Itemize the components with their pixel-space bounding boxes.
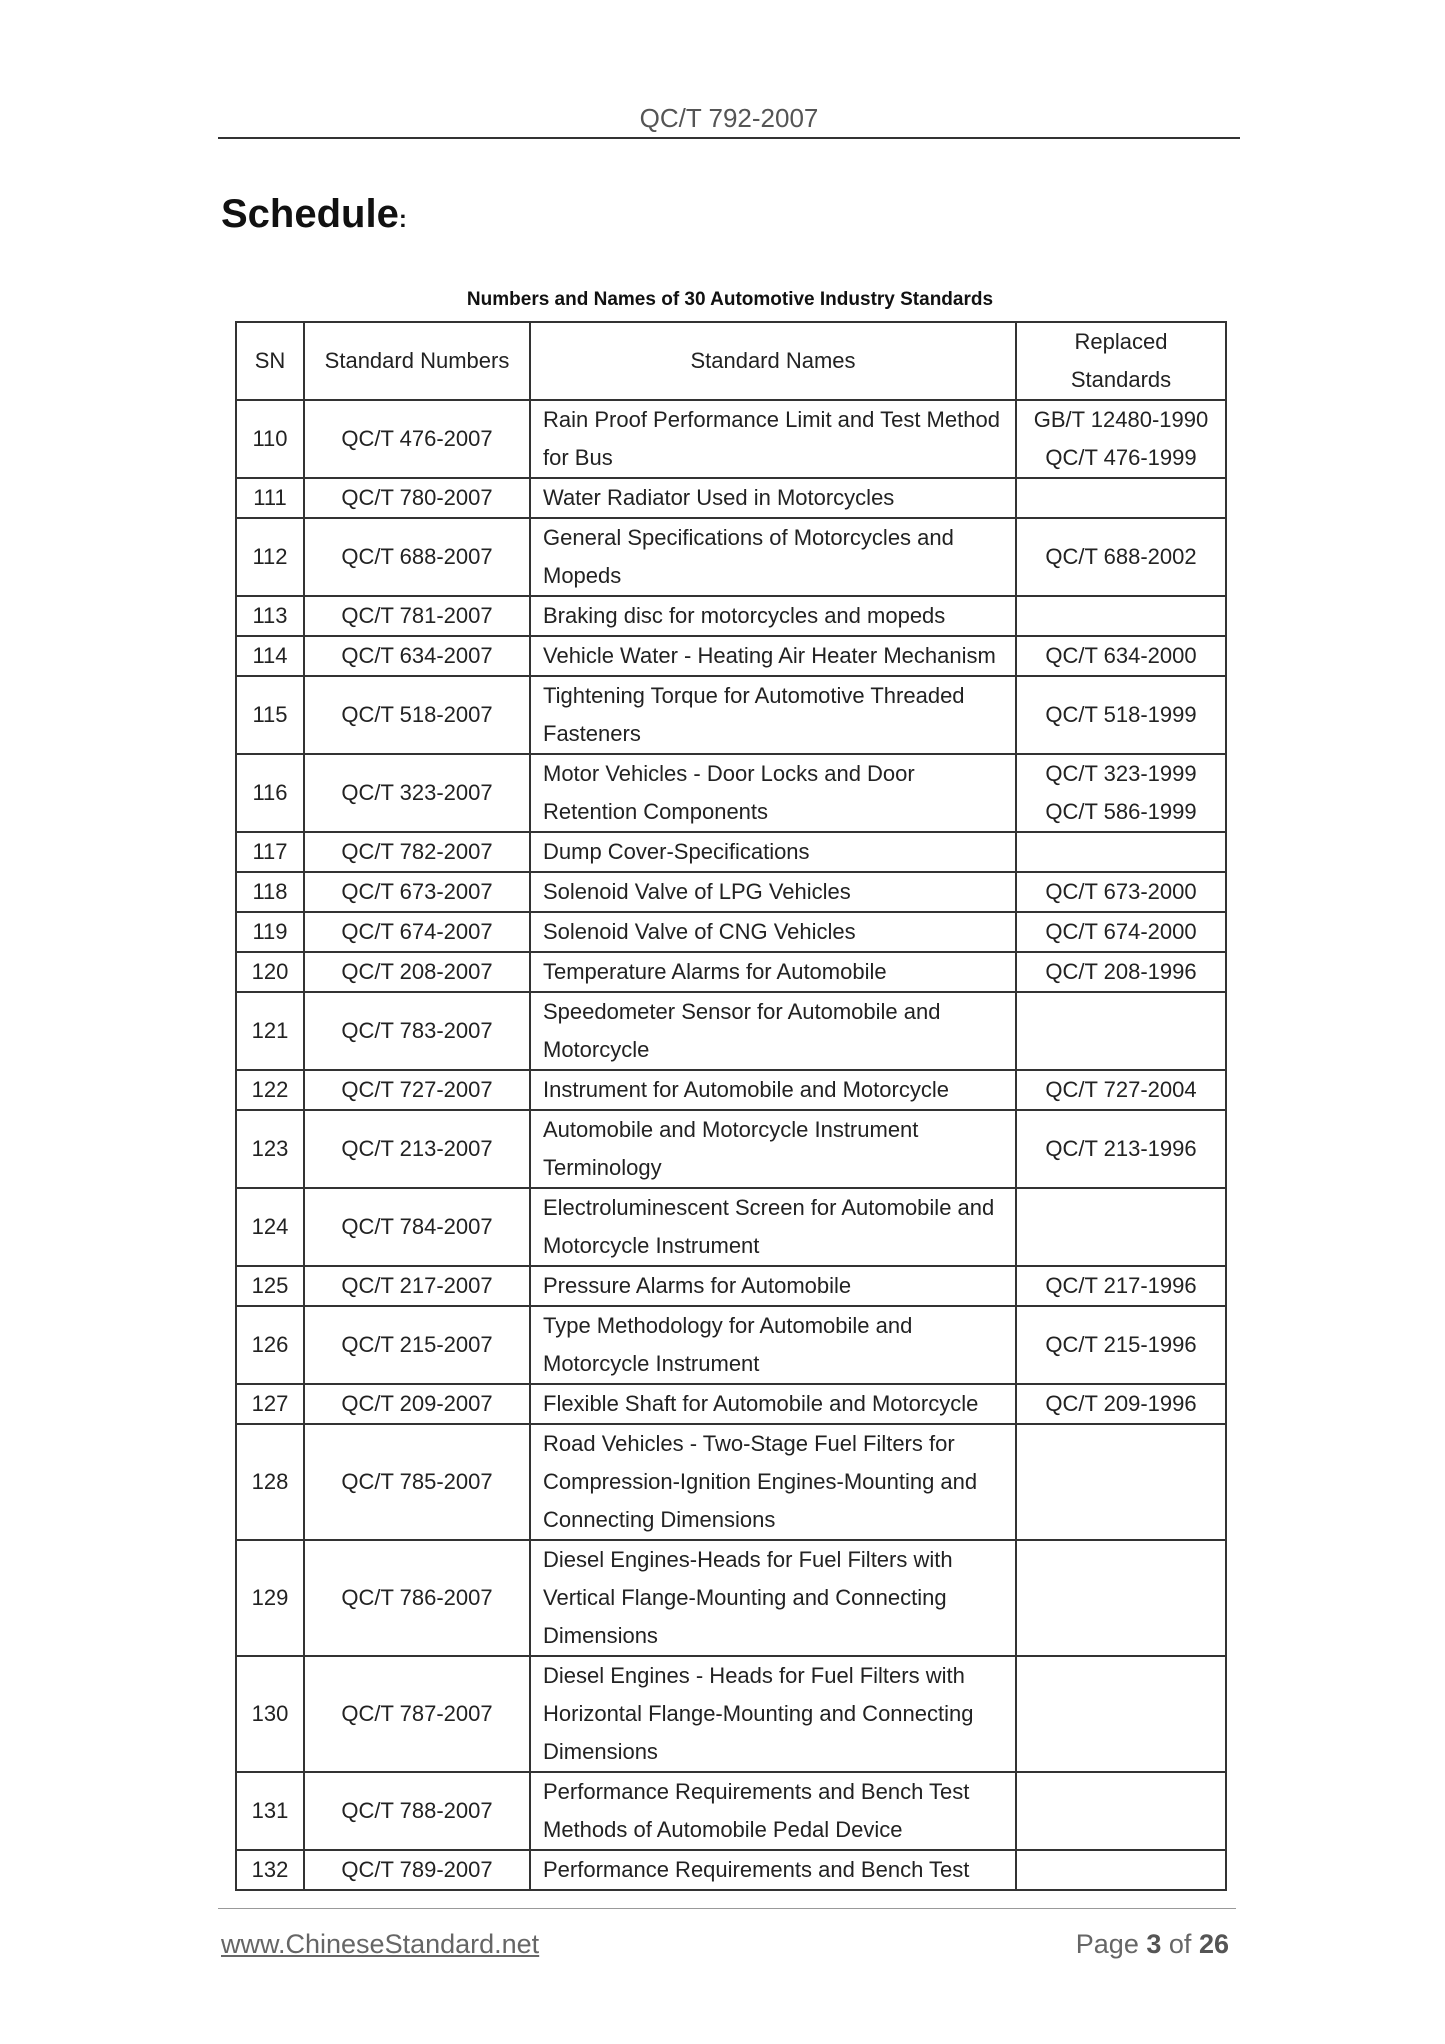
table-row xyxy=(236,1384,1226,1424)
table-row xyxy=(236,636,1226,676)
standard-name-line: Speedometer Sensor for Automobile and xyxy=(543,999,941,1024)
cell-standard-number: QC/T 518-2007 xyxy=(304,676,530,754)
table-row xyxy=(236,754,1226,832)
replaced-standard-line: QC/T 213-1996 xyxy=(1045,1136,1197,1161)
document-header: QC/T 792-2007 xyxy=(639,103,819,133)
cell-standard-name xyxy=(530,1306,1016,1384)
table-caption: Numbers and Names of 30 Automotive Industry Standards xyxy=(466,289,994,310)
cell-sn: 115 xyxy=(236,676,304,754)
page-number xyxy=(1076,1929,1229,1960)
table-row xyxy=(236,1540,1226,1656)
cell-replaced-standard xyxy=(1016,596,1226,636)
cell-standard-name xyxy=(530,754,1016,832)
cell-replaced-standard xyxy=(1016,1070,1226,1110)
cell-standard-name xyxy=(530,676,1016,754)
cell-standard-name xyxy=(530,1110,1016,1188)
standard-name-line: for Bus xyxy=(543,445,613,470)
page-total: 26 xyxy=(1198,1929,1229,1959)
replaced-standard-line: QC/T 323-1999 xyxy=(1045,761,1197,786)
replaced-standard-line: QC/T 688-2002 xyxy=(1045,544,1197,569)
replaced-standard-line: QC/T 727-2004 xyxy=(1045,1077,1197,1102)
cell-sn: 114 xyxy=(236,636,304,676)
standard-name-line: General Specifications of Motorcycles and xyxy=(543,525,954,550)
cell-standard-number: QC/T 634-2007 xyxy=(304,636,530,676)
table-body xyxy=(236,400,1226,1890)
standard-name-line: Solenoid Valve of LPG Vehicles xyxy=(543,879,851,904)
standard-name-line: Motorcycle Instrument xyxy=(543,1233,760,1258)
header-standard-numbers: Standard Numbers xyxy=(304,322,530,400)
footer-rule xyxy=(218,1908,1236,1909)
cell-sn: 132 xyxy=(236,1850,304,1890)
cell-sn: 125 xyxy=(236,1266,304,1306)
cell-sn: 110 xyxy=(236,400,304,478)
table-row xyxy=(236,1070,1226,1110)
table-row xyxy=(236,832,1226,872)
cell-standard-number: QC/T 783-2007 xyxy=(304,992,530,1070)
page-of: of xyxy=(1168,1929,1192,1959)
header-replaced-standards xyxy=(1016,322,1226,400)
replaced-standard-line: QC/T 476-1999 xyxy=(1045,445,1197,470)
cell-standard-name xyxy=(530,400,1016,478)
table-row xyxy=(236,1850,1226,1890)
cell-sn: 122 xyxy=(236,1070,304,1110)
cell-standard-number: QC/T 785-2007 xyxy=(304,1424,530,1540)
replaced-standard-line: QC/T 634-2000 xyxy=(1045,643,1197,668)
cell-sn: 130 xyxy=(236,1656,304,1772)
cell-standard-number: QC/T 787-2007 xyxy=(304,1656,530,1772)
standard-name-line: Solenoid Valve of CNG Vehicles xyxy=(543,919,856,944)
cell-sn: 118 xyxy=(236,872,304,912)
cell-standard-name xyxy=(530,1540,1016,1656)
standard-name-line: Performance Requirements and Bench Test xyxy=(543,1857,970,1882)
cell-standard-name xyxy=(530,1266,1016,1306)
cell-standard-number: QC/T 781-2007 xyxy=(304,596,530,636)
cell-replaced-standard xyxy=(1016,478,1226,518)
cell-replaced-standard xyxy=(1016,1772,1226,1850)
cell-replaced-standard xyxy=(1016,1540,1226,1656)
standard-name-line: Road Vehicles - Two-Stage Fuel Filters for xyxy=(543,1431,955,1456)
cell-replaced-standard xyxy=(1016,1188,1226,1266)
cell-sn: 129 xyxy=(236,1540,304,1656)
cell-sn: 121 xyxy=(236,992,304,1070)
page-prefix: Page xyxy=(1075,1929,1139,1959)
table-row xyxy=(236,1424,1226,1540)
cell-standard-name xyxy=(530,1656,1016,1772)
cell-replaced-standard xyxy=(1016,1850,1226,1890)
cell-sn: 111 xyxy=(236,478,304,518)
cell-standard-name xyxy=(530,1850,1016,1890)
table-row xyxy=(236,518,1226,596)
cell-standard-name xyxy=(530,518,1016,596)
cell-sn: 126 xyxy=(236,1306,304,1384)
standard-name-line: Vehicle Water - Heating Air Heater Mechanism xyxy=(543,643,996,668)
replaced-standard-line: QC/T 217-1996 xyxy=(1045,1273,1197,1298)
cell-replaced-standard xyxy=(1016,912,1226,952)
cell-standard-number: QC/T 476-2007 xyxy=(304,400,530,478)
table-row xyxy=(236,1266,1226,1306)
standard-name-line: Flexible Shaft for Automobile and Motorcycle xyxy=(543,1391,979,1416)
cell-replaced-standard xyxy=(1016,1110,1226,1188)
cell-standard-number: QC/T 673-2007 xyxy=(304,872,530,912)
cell-standard-name xyxy=(530,832,1016,872)
cell-standard-name xyxy=(530,636,1016,676)
cell-standard-number: QC/T 215-2007 xyxy=(304,1306,530,1384)
cell-standard-name xyxy=(530,478,1016,518)
table-row xyxy=(236,478,1226,518)
standard-name-line: Braking disc for motorcycles and mopeds xyxy=(543,603,946,628)
cell-standard-number: QC/T 786-2007 xyxy=(304,1540,530,1656)
cell-replaced-standard xyxy=(1016,992,1226,1070)
cell-standard-name xyxy=(530,1188,1016,1266)
standard-name-line: Dimensions xyxy=(543,1739,658,1764)
table-header-row xyxy=(236,322,1226,400)
footer-website-link[interactable]: www.ChineseStandard.net xyxy=(221,1929,540,1959)
replaced-standard-line: QC/T 518-1999 xyxy=(1045,702,1197,727)
cell-replaced-standard xyxy=(1016,1424,1226,1540)
standard-name-line: Diesel Engines-Heads for Fuel Filters with xyxy=(543,1547,953,1572)
table-row xyxy=(236,1772,1226,1850)
header-rule xyxy=(218,137,1240,139)
replaced-standard-line: GB/T 12480-1990 xyxy=(1033,407,1209,432)
standard-name-line: Vertical Flange-Mounting and Connecting xyxy=(543,1585,947,1610)
cell-standard-number: QC/T 217-2007 xyxy=(304,1266,530,1306)
table-row xyxy=(236,912,1226,952)
cell-replaced-standard xyxy=(1016,1384,1226,1424)
standard-name-line: Diesel Engines - Heads for Fuel Filters with xyxy=(543,1663,965,1688)
table-row xyxy=(236,1188,1226,1266)
standard-name-line: Performance Requirements and Bench Test xyxy=(543,1779,970,1804)
table-row xyxy=(236,992,1226,1070)
standard-name-line: Compression-Ignition Engines-Mounting and xyxy=(543,1469,978,1494)
cell-sn: 123 xyxy=(236,1110,304,1188)
cell-replaced-standard xyxy=(1016,518,1226,596)
cell-sn: 120 xyxy=(236,952,304,992)
cell-standard-name xyxy=(530,1424,1016,1540)
cell-sn: 117 xyxy=(236,832,304,872)
table-row xyxy=(236,1656,1226,1772)
cell-sn: 128 xyxy=(236,1424,304,1540)
standard-name-line: Electroluminescent Screen for Automobile and xyxy=(543,1195,995,1220)
replaced-standard-line: QC/T 673-2000 xyxy=(1045,879,1197,904)
cell-sn: 131 xyxy=(236,1772,304,1850)
header-sn: SN xyxy=(236,322,304,400)
cell-standard-number: QC/T 782-2007 xyxy=(304,832,530,872)
cell-replaced-standard xyxy=(1016,1266,1226,1306)
cell-sn: 119 xyxy=(236,912,304,952)
replaced-standard-line: QC/T 209-1996 xyxy=(1045,1391,1197,1416)
standard-name-line: Methods of Automobile Pedal Device xyxy=(543,1817,903,1842)
cell-standard-name xyxy=(530,1070,1016,1110)
standard-name-line: Connecting Dimensions xyxy=(543,1507,776,1532)
cell-sn: 112 xyxy=(236,518,304,596)
cell-standard-number: QC/T 323-2007 xyxy=(304,754,530,832)
cell-standard-number: QC/T 688-2007 xyxy=(304,518,530,596)
table-row xyxy=(236,872,1226,912)
cell-standard-number: QC/T 208-2007 xyxy=(304,952,530,992)
cell-standard-number: QC/T 674-2007 xyxy=(304,912,530,952)
cell-standard-name xyxy=(530,1772,1016,1850)
cell-replaced-standard xyxy=(1016,952,1226,992)
standards-table xyxy=(235,321,1227,1891)
cell-standard-number: QC/T 209-2007 xyxy=(304,1384,530,1424)
standard-name-line: Temperature Alarms for Automobile xyxy=(543,959,887,984)
cell-sn: 113 xyxy=(236,596,304,636)
standard-name-line: Dimensions xyxy=(543,1623,658,1648)
table-row xyxy=(236,400,1226,478)
cell-standard-name xyxy=(530,872,1016,912)
table-row xyxy=(236,952,1226,992)
page-title xyxy=(221,192,407,237)
standard-name-line: Retention Components xyxy=(543,799,769,824)
cell-standard-name xyxy=(530,1384,1016,1424)
standard-name-line: Tightening Torque for Automotive Threaded xyxy=(543,683,965,708)
standard-name-line: Motorcycle xyxy=(543,1037,650,1062)
standard-name-line: Pressure Alarms for Automobile xyxy=(543,1273,852,1298)
title-text: Schedule xyxy=(221,192,399,236)
cell-replaced-standard xyxy=(1016,400,1226,478)
cell-sn: 116 xyxy=(236,754,304,832)
table-row xyxy=(236,676,1226,754)
standard-name-line: Motor Vehicles - Door Locks and Door xyxy=(543,761,915,786)
standard-name-line: Motorcycle Instrument xyxy=(543,1351,760,1376)
standard-name-line: Rain Proof Performance Limit and Test Method xyxy=(543,407,1000,432)
table-row xyxy=(236,1306,1226,1384)
cell-standard-number: QC/T 213-2007 xyxy=(304,1110,530,1188)
header-replaced-line: Standards xyxy=(1070,367,1172,392)
cell-standard-number: QC/T 780-2007 xyxy=(304,478,530,518)
cell-sn: 124 xyxy=(236,1188,304,1266)
standard-name-line: Fasteners xyxy=(543,721,641,746)
cell-standard-number: QC/T 784-2007 xyxy=(304,1188,530,1266)
cell-standard-name xyxy=(530,952,1016,992)
standard-name-line: Type Methodology for Automobile and xyxy=(543,1313,913,1338)
cell-replaced-standard xyxy=(1016,1656,1226,1772)
title-colon: : xyxy=(398,206,407,233)
cell-replaced-standard xyxy=(1016,636,1226,676)
page-current: 3 xyxy=(1146,1929,1162,1959)
replaced-standard-line: QC/T 215-1996 xyxy=(1045,1332,1197,1357)
standard-name-line: Terminology xyxy=(543,1155,662,1180)
header-standard-names: Standard Names xyxy=(530,322,1016,400)
cell-replaced-standard xyxy=(1016,832,1226,872)
cell-standard-name xyxy=(530,596,1016,636)
cell-standard-number: QC/T 789-2007 xyxy=(304,1850,530,1890)
standard-name-line: Horizontal Flange-Mounting and Connecting xyxy=(543,1701,974,1726)
cell-replaced-standard xyxy=(1016,754,1226,832)
standard-name-line: Mopeds xyxy=(543,563,622,588)
cell-replaced-standard xyxy=(1016,872,1226,912)
cell-standard-number: QC/T 788-2007 xyxy=(304,1772,530,1850)
standard-name-line: Instrument for Automobile and Motorcycle xyxy=(543,1077,949,1102)
table-row xyxy=(236,596,1226,636)
header-replaced-line: Replaced xyxy=(1074,329,1168,354)
standard-name-line: Automobile and Motorcycle Instrument xyxy=(543,1117,919,1142)
standard-name-line: Dump Cover-Specifications xyxy=(543,839,810,864)
replaced-standard-line: QC/T 674-2000 xyxy=(1045,919,1197,944)
cell-sn: 127 xyxy=(236,1384,304,1424)
cell-replaced-standard xyxy=(1016,676,1226,754)
table-row xyxy=(236,1110,1226,1188)
cell-replaced-standard xyxy=(1016,1306,1226,1384)
cell-standard-name xyxy=(530,912,1016,952)
replaced-standard-line: QC/T 586-1999 xyxy=(1045,799,1197,824)
cell-standard-number: QC/T 727-2007 xyxy=(304,1070,530,1110)
standard-name-line: Water Radiator Used in Motorcycles xyxy=(543,485,895,510)
replaced-standard-line: QC/T 208-1996 xyxy=(1045,959,1197,984)
cell-standard-name xyxy=(530,992,1016,1070)
